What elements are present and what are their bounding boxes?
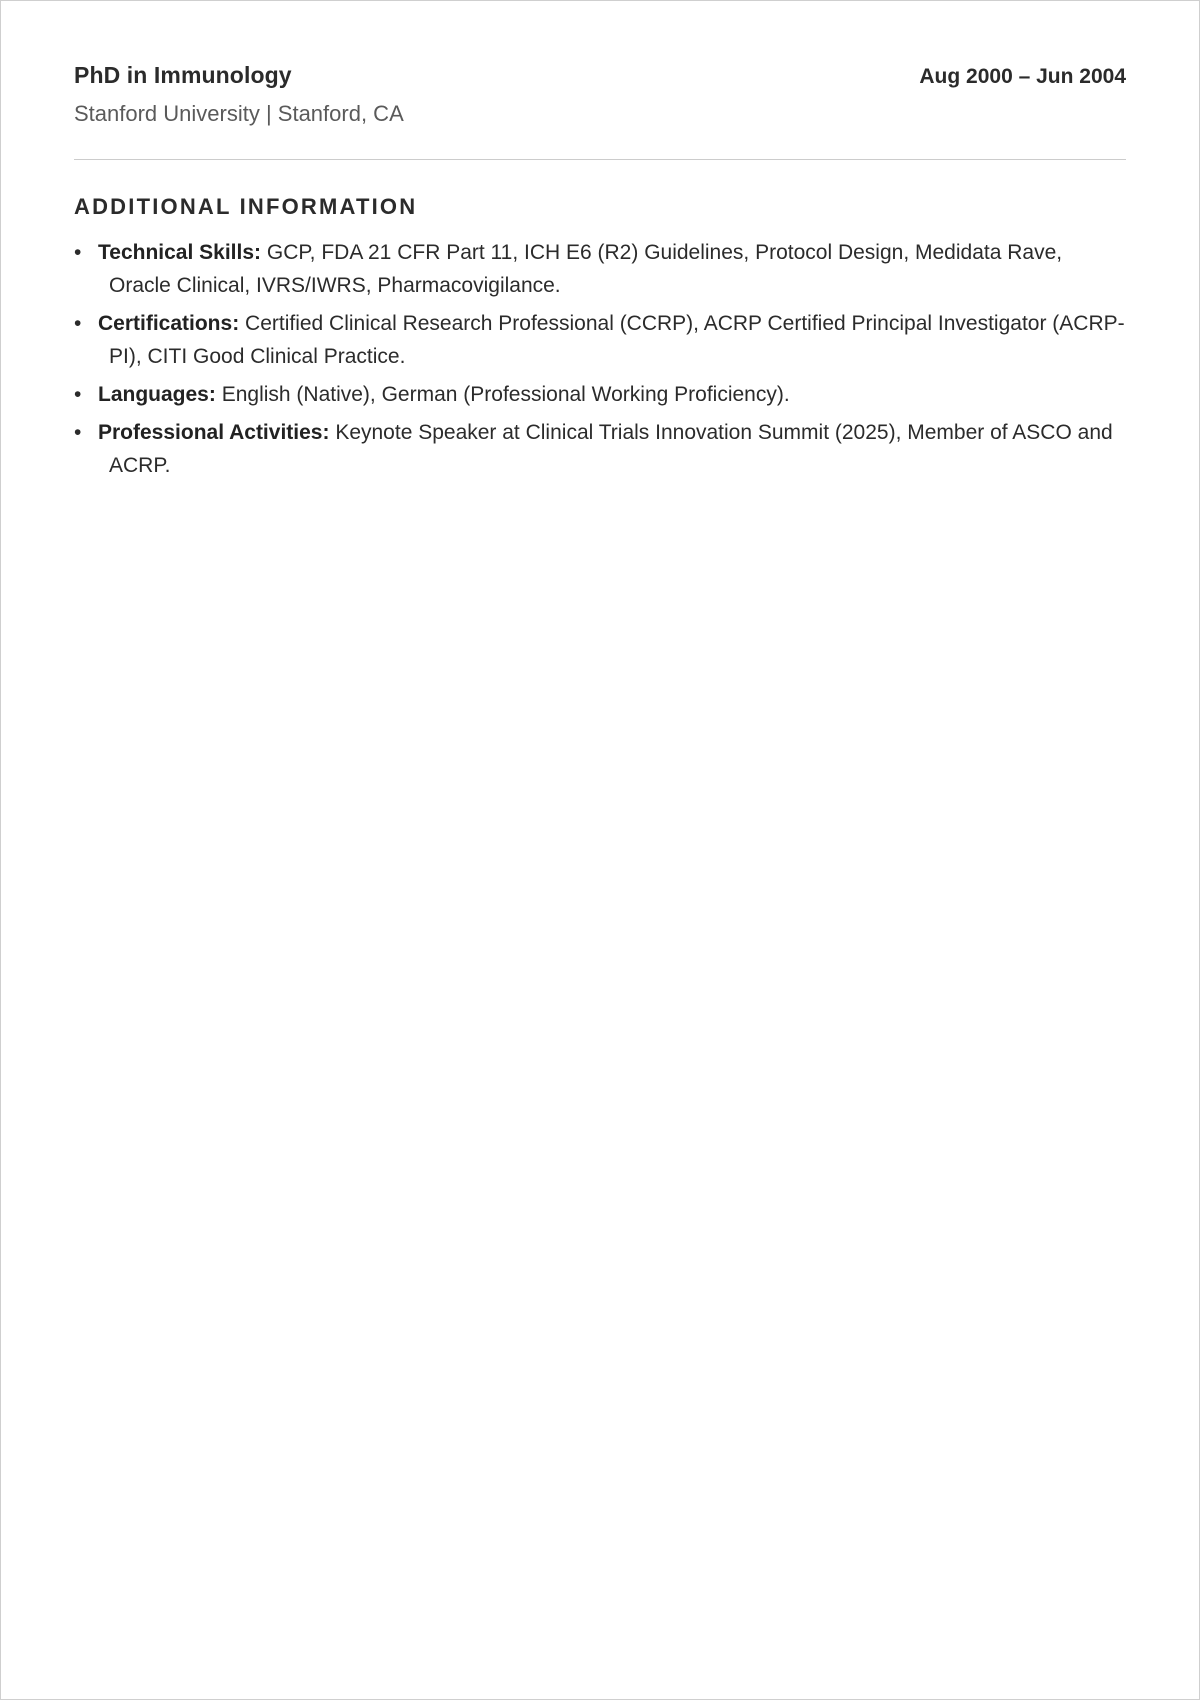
item-text: English (Native), German (Professional Working Proficiency). bbox=[221, 383, 790, 406]
list-item-technical-skills bbox=[74, 236, 1126, 302]
item-text: Certified Clinical Research Professional (CCRP), ACRP Certified Principal Investigator (ACRP-PI), CITI Good Clinical Practice. bbox=[109, 312, 1125, 368]
item-label: Technical Skills: bbox=[98, 241, 262, 264]
bullet: • bbox=[74, 241, 82, 264]
item-text: GCP, FDA 21 CFR Part 11, ICH E6 (R2) Guidelines, Protocol Design, Medidata Rave, Oracle Clinical, IVRS/IWRS, Pharmacovigilance. bbox=[109, 241, 1063, 297]
item-label: Professional Activities: bbox=[98, 421, 330, 444]
resume-page bbox=[74, 62, 1126, 487]
bullet: • bbox=[74, 421, 82, 444]
item-label: Languages: bbox=[98, 383, 216, 406]
degree-title: PhD in Immunology bbox=[74, 62, 292, 88]
list-item-certifications bbox=[74, 307, 1126, 373]
section-title-additional-information: ADDITIONAL INFORMATION bbox=[74, 194, 418, 219]
section-divider bbox=[74, 159, 1126, 160]
item-text: Keynote Speaker at Clinical Trials Innovation Summit (2025), Member of ASCO and ACRP. bbox=[109, 421, 1113, 477]
bullet: • bbox=[74, 312, 82, 335]
bullet: • bbox=[74, 383, 82, 406]
list-item-languages bbox=[74, 378, 1126, 411]
education-dates: Aug 2000 – Jun 2004 bbox=[919, 65, 1126, 88]
list-item-professional-activities bbox=[74, 416, 1126, 482]
institution-location: Stanford University | Stanford, CA bbox=[74, 101, 404, 126]
education-entry bbox=[74, 62, 1126, 89]
additional-information-list bbox=[74, 236, 1126, 482]
item-label: Certifications: bbox=[98, 312, 240, 335]
